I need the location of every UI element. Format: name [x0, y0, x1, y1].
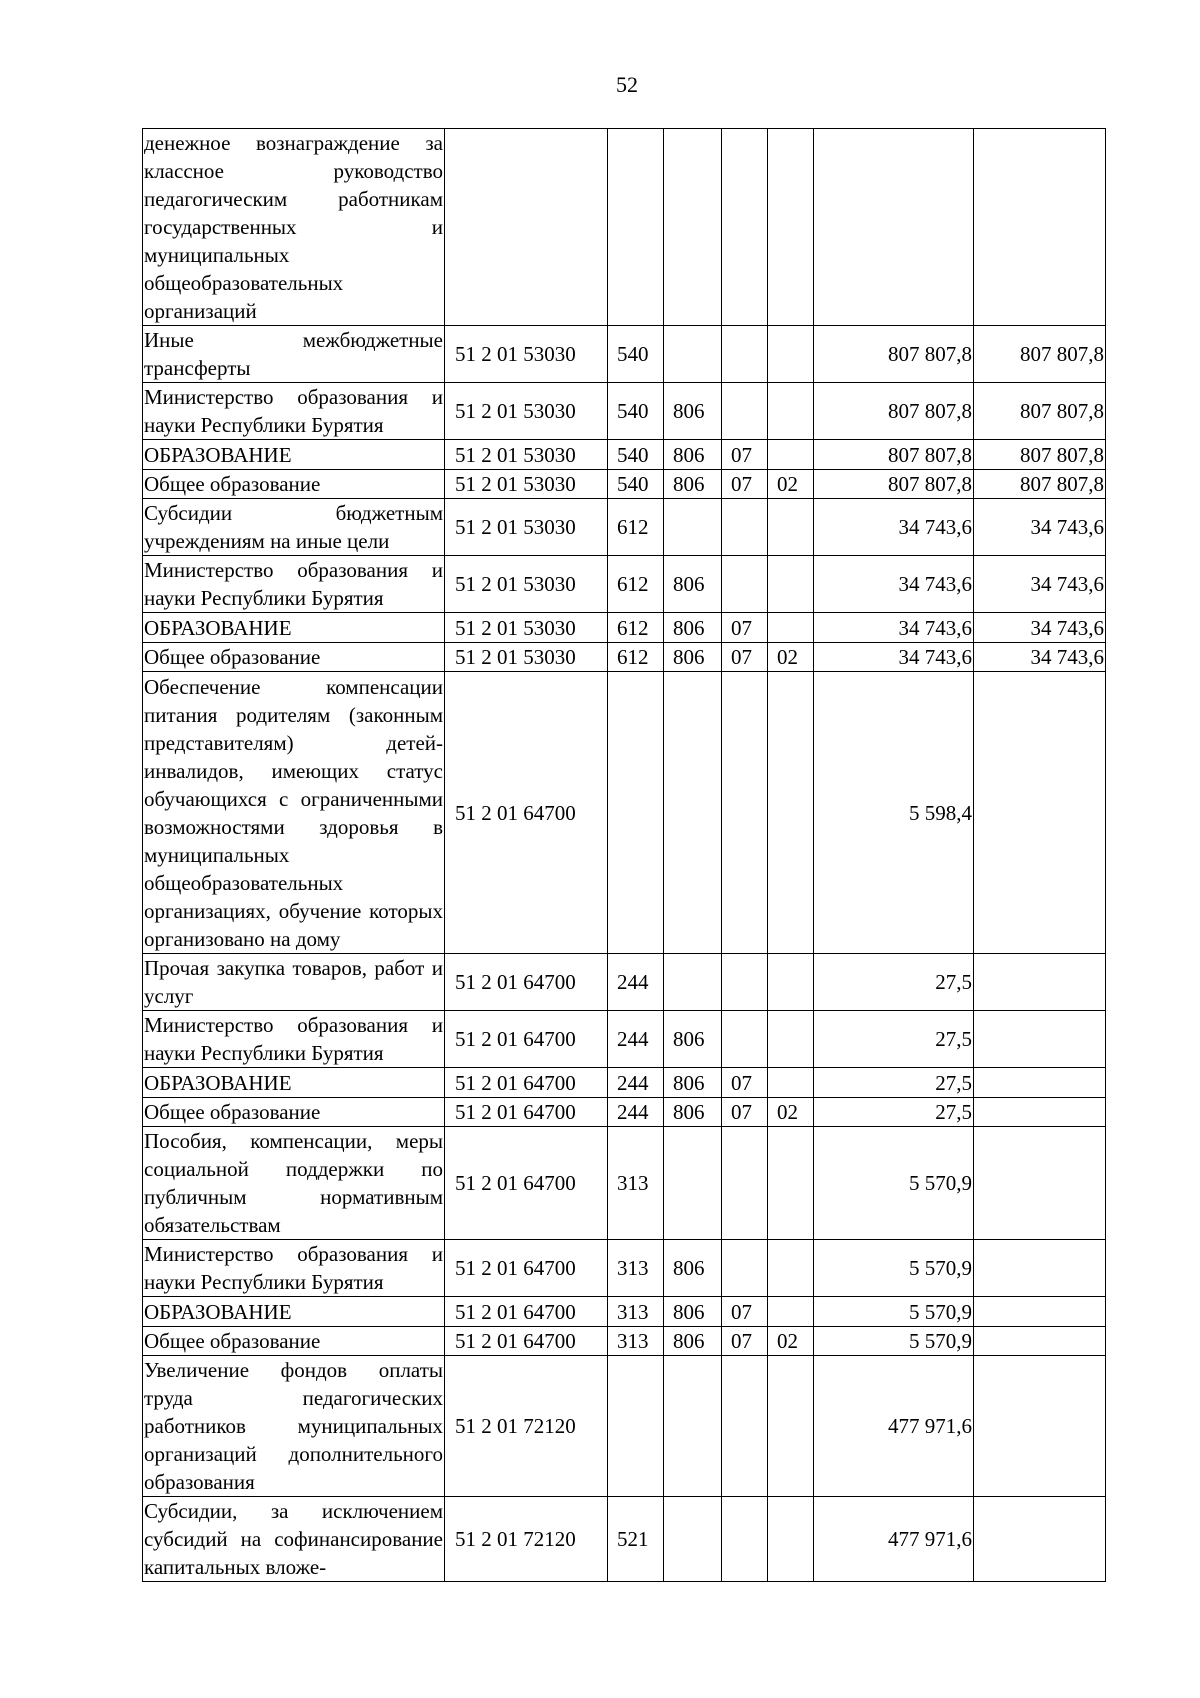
- amount-second-year-cell: [974, 1011, 1106, 1068]
- amount-second-year-cell: [974, 954, 1106, 1011]
- subsection-code-cell: [768, 1356, 814, 1497]
- subsection-code-cell: 02: [768, 470, 814, 499]
- amount-second-year-cell: 34 743,6: [974, 613, 1106, 643]
- expense-type-cell: 612: [608, 499, 664, 556]
- expense-name-cell: ОБРАЗОВАНИЕ: [143, 1297, 445, 1327]
- subsection-code-cell: [768, 326, 814, 383]
- target-article-code-cell: 51 2 01 53030: [445, 643, 608, 672]
- expense-name-cell: Прочая закупка товаров, работ и услуг: [143, 954, 445, 1011]
- section-code-cell: [722, 954, 768, 1011]
- section-code-cell: [722, 1127, 768, 1240]
- subsection-code-cell: [768, 954, 814, 1011]
- target-article-code-cell: 51 2 01 53030: [445, 613, 608, 643]
- table-row: [143, 1127, 1106, 1240]
- amount-second-year-cell: [974, 1356, 1106, 1497]
- table-row: [143, 1240, 1106, 1297]
- amount-second-year-cell: [974, 1240, 1106, 1297]
- subsection-code-cell: [768, 129, 814, 326]
- amount-second-year-cell: [974, 672, 1106, 954]
- table-row: [143, 672, 1106, 954]
- subsection-code-cell: [768, 1240, 814, 1297]
- target-article-code-cell: 51 2 01 53030: [445, 383, 608, 440]
- table-row: [143, 326, 1106, 383]
- expense-type-cell: 244: [608, 1068, 664, 1098]
- target-article-code-cell: 51 2 01 53030: [445, 440, 608, 470]
- expense-type-cell: 313: [608, 1240, 664, 1297]
- expense-name-cell: Иные межбюджетные трансферты: [143, 326, 445, 383]
- amount-second-year-cell: 807 807,8: [974, 440, 1106, 470]
- amount-first-year-cell: 34 743,6: [814, 556, 974, 613]
- target-article-code-cell: 51 2 01 53030: [445, 499, 608, 556]
- table-row: [143, 499, 1106, 556]
- administrator-code-cell: 806: [664, 440, 722, 470]
- administrator-code-cell: 806: [664, 1327, 722, 1356]
- subsection-code-cell: [768, 383, 814, 440]
- amount-second-year-cell: [974, 1068, 1106, 1098]
- subsection-code-cell: [768, 672, 814, 954]
- section-code-cell: [722, 383, 768, 440]
- expense-type-cell: 540: [608, 383, 664, 440]
- subsection-code-cell: [768, 499, 814, 556]
- table-row: [143, 613, 1106, 643]
- expense-name-cell: денежное вознаграждение за классное руководство педагогическим работникам государственных и муниципальных общеобразовательных организаций: [143, 129, 445, 326]
- expense-type-cell: 540: [608, 440, 664, 470]
- amount-second-year-cell: [974, 1098, 1106, 1127]
- administrator-code-cell: 806: [664, 613, 722, 643]
- target-article-code-cell: 51 2 01 64700: [445, 1068, 608, 1098]
- section-code-cell: [722, 672, 768, 954]
- expense-type-cell: 521: [608, 1497, 664, 1582]
- amount-first-year-cell: 807 807,8: [814, 383, 974, 440]
- expense-name-cell: Общее образование: [143, 1327, 445, 1356]
- budget-table: [142, 128, 1106, 1582]
- amount-first-year-cell: 477 971,6: [814, 1497, 974, 1582]
- administrator-code-cell: [664, 129, 722, 326]
- expense-type-cell: 244: [608, 1098, 664, 1127]
- expense-name-cell: Министерство образования и науки Республики Бурятия: [143, 383, 445, 440]
- amount-second-year-cell: [974, 1327, 1106, 1356]
- administrator-code-cell: [664, 499, 722, 556]
- amount-first-year-cell: 807 807,8: [814, 326, 974, 383]
- administrator-code-cell: 806: [664, 643, 722, 672]
- amount-first-year-cell: 5 598,4: [814, 672, 974, 954]
- subsection-code-cell: [768, 1068, 814, 1098]
- expense-type-cell: 244: [608, 1011, 664, 1068]
- section-code-cell: [722, 1011, 768, 1068]
- section-code-cell: 07: [722, 1098, 768, 1127]
- section-code-cell: 07: [722, 1297, 768, 1327]
- amount-first-year-cell: 27,5: [814, 954, 974, 1011]
- table-row: [143, 129, 1106, 326]
- target-article-code-cell: 51 2 01 64700: [445, 1098, 608, 1127]
- administrator-code-cell: 806: [664, 383, 722, 440]
- table-row: [143, 1327, 1106, 1356]
- table-body: [143, 129, 1106, 1582]
- section-code-cell: 07: [722, 643, 768, 672]
- subsection-code-cell: [768, 1297, 814, 1327]
- target-article-code-cell: 51 2 01 64700: [445, 1327, 608, 1356]
- expense-name-cell: Министерство образования и науки Республики Бурятия: [143, 556, 445, 613]
- section-code-cell: 07: [722, 440, 768, 470]
- expense-name-cell: Пособия, компенсации, меры социальной поддержки по публичным нормативным обязательствам: [143, 1127, 445, 1240]
- expense-type-cell: [608, 129, 664, 326]
- subsection-code-cell: [768, 556, 814, 613]
- subsection-code-cell: [768, 1011, 814, 1068]
- amount-second-year-cell: 34 743,6: [974, 643, 1106, 672]
- section-code-cell: [722, 1240, 768, 1297]
- administrator-code-cell: 806: [664, 1297, 722, 1327]
- administrator-code-cell: [664, 1356, 722, 1497]
- administrator-code-cell: [664, 672, 722, 954]
- expense-type-cell: 313: [608, 1297, 664, 1327]
- administrator-code-cell: [664, 326, 722, 383]
- expense-type-cell: [608, 672, 664, 954]
- target-article-code-cell: 51 2 01 64700: [445, 1127, 608, 1240]
- administrator-code-cell: 806: [664, 470, 722, 499]
- section-code-cell: [722, 129, 768, 326]
- administrator-code-cell: 806: [664, 1068, 722, 1098]
- expense-type-cell: 540: [608, 326, 664, 383]
- amount-first-year-cell: 5 570,9: [814, 1127, 974, 1240]
- section-code-cell: 07: [722, 613, 768, 643]
- amount-first-year-cell: 5 570,9: [814, 1240, 974, 1297]
- administrator-code-cell: [664, 1127, 722, 1240]
- amount-second-year-cell: 807 807,8: [974, 326, 1106, 383]
- amount-first-year-cell: 807 807,8: [814, 440, 974, 470]
- amount-first-year-cell: 5 570,9: [814, 1327, 974, 1356]
- subsection-code-cell: [768, 1127, 814, 1240]
- section-code-cell: 07: [722, 1327, 768, 1356]
- subsection-code-cell: 02: [768, 1098, 814, 1127]
- expense-name-cell: ОБРАЗОВАНИЕ: [143, 613, 445, 643]
- administrator-code-cell: 806: [664, 1011, 722, 1068]
- expense-name-cell: ОБРАЗОВАНИЕ: [143, 440, 445, 470]
- table-row: [143, 1068, 1106, 1098]
- expense-type-cell: 244: [608, 954, 664, 1011]
- table-row: [143, 1011, 1106, 1068]
- target-article-code-cell: 51 2 01 53030: [445, 326, 608, 383]
- section-code-cell: [722, 1497, 768, 1582]
- administrator-code-cell: 806: [664, 556, 722, 613]
- amount-first-year-cell: [814, 129, 974, 326]
- expense-type-cell: 540: [608, 470, 664, 499]
- subsection-code-cell: 02: [768, 1327, 814, 1356]
- amount-first-year-cell: 477 971,6: [814, 1356, 974, 1497]
- expense-name-cell: Министерство образования и науки Республики Бурятия: [143, 1011, 445, 1068]
- amount-second-year-cell: [974, 129, 1106, 326]
- section-code-cell: [722, 1356, 768, 1497]
- expense-type-cell: 313: [608, 1327, 664, 1356]
- expense-type-cell: [608, 1356, 664, 1497]
- section-code-cell: [722, 499, 768, 556]
- section-code-cell: [722, 556, 768, 613]
- administrator-code-cell: [664, 954, 722, 1011]
- table-row: [143, 643, 1106, 672]
- administrator-code-cell: [664, 1497, 722, 1582]
- amount-first-year-cell: 27,5: [814, 1098, 974, 1127]
- target-article-code-cell: 51 2 01 53030: [445, 556, 608, 613]
- table-row: [143, 470, 1106, 499]
- amount-first-year-cell: 34 743,6: [814, 643, 974, 672]
- subsection-code-cell: [768, 613, 814, 643]
- table-row: [143, 954, 1106, 1011]
- administrator-code-cell: 806: [664, 1098, 722, 1127]
- table-row: [143, 440, 1106, 470]
- table-row: [143, 1356, 1106, 1497]
- amount-first-year-cell: 5 570,9: [814, 1297, 974, 1327]
- expense-type-cell: 313: [608, 1127, 664, 1240]
- expense-type-cell: 612: [608, 643, 664, 672]
- amount-second-year-cell: [974, 1297, 1106, 1327]
- target-article-code-cell: 51 2 01 53030: [445, 470, 608, 499]
- amount-second-year-cell: [974, 1127, 1106, 1240]
- expense-name-cell: Обеспечение компенсации питания родителям (законным представителям) детей-инвалидов, имеющих статус обучающихся с ограниченными возможностями здоровья в муниципальных общеобразовательных организациях, обучение которых организовано на дому: [143, 672, 445, 954]
- expense-name-cell: ОБРАЗОВАНИЕ: [143, 1068, 445, 1098]
- table-row: [143, 1497, 1106, 1582]
- amount-second-year-cell: 807 807,8: [974, 470, 1106, 499]
- target-article-code-cell: 51 2 01 72120: [445, 1356, 608, 1497]
- table-row: [143, 556, 1106, 613]
- expense-name-cell: Увеличение фондов оплаты труда педагогических работников муниципальных организаций дополнительного образования: [143, 1356, 445, 1497]
- expense-name-cell: Субсидии бюджетным учреждениям на иные цели: [143, 499, 445, 556]
- target-article-code-cell: 51 2 01 64700: [445, 954, 608, 1011]
- table-row: [143, 1297, 1106, 1327]
- subsection-code-cell: [768, 1497, 814, 1582]
- table-row: [143, 383, 1106, 440]
- page-number: 52: [616, 72, 638, 97]
- amount-first-year-cell: 34 743,6: [814, 613, 974, 643]
- target-article-code-cell: 51 2 01 64700: [445, 1240, 608, 1297]
- target-article-code-cell: 51 2 01 72120: [445, 1497, 608, 1582]
- expense-name-cell: Субсидии, за исключением субсидий на софинансирование капитальных вложе-: [143, 1497, 445, 1582]
- expense-name-cell: Министерство образования и науки Республики Бурятия: [143, 1240, 445, 1297]
- amount-first-year-cell: 34 743,6: [814, 499, 974, 556]
- target-article-code-cell: 51 2 01 64700: [445, 672, 608, 954]
- subsection-code-cell: [768, 440, 814, 470]
- section-code-cell: [722, 326, 768, 383]
- expense-type-cell: 612: [608, 556, 664, 613]
- table-row: [143, 1098, 1106, 1127]
- target-article-code-cell: [445, 129, 608, 326]
- amount-first-year-cell: 27,5: [814, 1068, 974, 1098]
- amount-second-year-cell: 807 807,8: [974, 383, 1106, 440]
- target-article-code-cell: 51 2 01 64700: [445, 1011, 608, 1068]
- administrator-code-cell: 806: [664, 1240, 722, 1297]
- amount-second-year-cell: 34 743,6: [974, 556, 1106, 613]
- amount-first-year-cell: 807 807,8: [814, 470, 974, 499]
- expense-type-cell: 612: [608, 613, 664, 643]
- expense-name-cell: Общее образование: [143, 1098, 445, 1127]
- amount-second-year-cell: [974, 1497, 1106, 1582]
- subsection-code-cell: 02: [768, 643, 814, 672]
- amount-second-year-cell: 34 743,6: [974, 499, 1106, 556]
- target-article-code-cell: 51 2 01 64700: [445, 1297, 608, 1327]
- expense-name-cell: Общее образование: [143, 643, 445, 672]
- section-code-cell: 07: [722, 1068, 768, 1098]
- expense-name-cell: Общее образование: [143, 470, 445, 499]
- section-code-cell: 07: [722, 470, 768, 499]
- amount-first-year-cell: 27,5: [814, 1011, 974, 1068]
